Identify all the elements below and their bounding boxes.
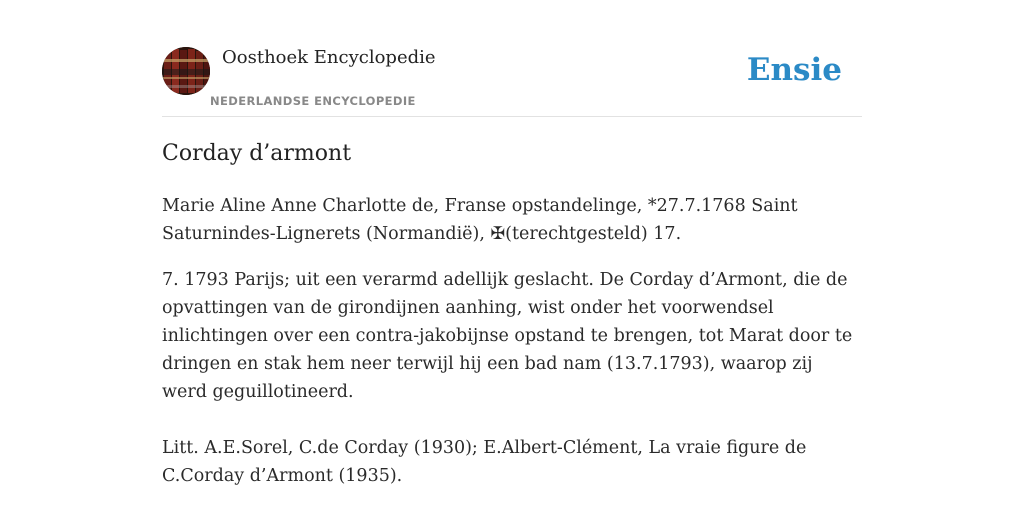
brand-logo[interactable]: Ensie — [746, 52, 842, 88]
site-subtitle: NEDERLANDSE ENCYCLOPEDIE — [210, 94, 416, 108]
article-paragraph: Marie Aline Anne Charlotte de, Franse opstandelinge, *27.7.1768 Saint Saturnindes-Lignerets (Normandië), ✠(terechtgesteld) 17. — [162, 196, 798, 244]
article-title: Corday d’armont — [162, 141, 352, 166]
article-literature: Litt. A.E.Sorel, C.de Corday (1930); E.Albert-Clément, La vraie figure de C.Corday d’Armont (1935). — [162, 438, 807, 486]
article-body — [162, 138, 862, 490]
article-paragraph: 7. 1793 Parijs; uit een verarmd adellijk geslacht. De Corday d’Armont, die de opvattingen van de girondijnen aanhing, wist onder het voorwendsel inlichtingen over een contra-jakobijnse opstand te brengen, tot Marat door te dringen en stak hem neer terwijl hij een bad nam (13.7.1793), waarop zij werd geguillotineerd. — [162, 270, 853, 402]
site-title[interactable]: Oosthoek Encyclopedie — [222, 47, 436, 68]
site-header — [162, 46, 862, 117]
encyclopedia-books-avatar[interactable] — [162, 47, 210, 95]
